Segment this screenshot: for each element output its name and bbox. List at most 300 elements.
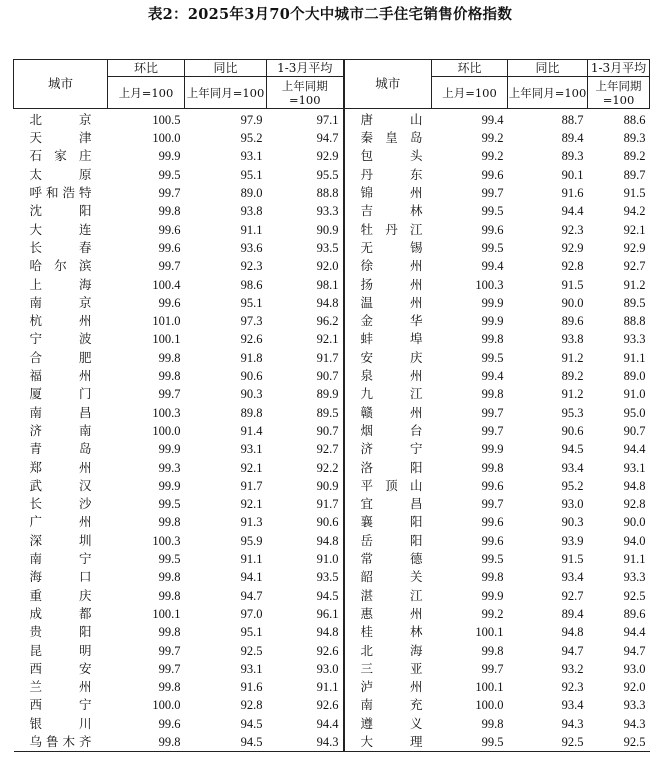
avg-value-left: 97.1 [316,112,339,127]
avg-value-left: 92.6 [316,643,339,658]
header-mom-left: 环比 [108,60,185,77]
city-name-text: 韶 关 [360,569,423,585]
avg-value-right: 89.3 [623,131,646,146]
mom-value-left: 99.8 [158,515,181,530]
yoy-value-left: 94.7 [240,588,263,603]
avg-value-right: 89.6 [623,606,646,621]
yoy-value-right: 93.9 [561,533,584,548]
city-name-text: 兰 州 [29,679,92,695]
table-row [14,184,650,202]
mom-value-right: 99.7 [481,405,504,420]
header-city-right: 城市 [344,60,432,109]
avg-value-left: 90.9 [316,222,339,237]
city-name-right [344,550,432,568]
table-row [14,623,650,641]
city-name-text: 北 京 [29,111,92,127]
table-row [14,148,650,166]
city-name-left [14,440,108,458]
city-name-left [14,312,108,330]
mom-value-right: 99.9 [481,295,504,310]
avg-value-right: 94.2 [623,204,646,219]
mom-value-left: 99.6 [158,240,181,255]
header-avg-right: 1-3月平均 [588,60,650,77]
yoy-value-right: 93.4 [561,570,584,585]
table-row [14,568,650,586]
city-name-left [14,129,108,147]
city-name-text: 乌 鲁 木 齐 [29,733,92,749]
mom-value-left: 99.6 [158,295,181,310]
yoy-value-right: 89.6 [561,314,584,329]
mom-value-left: 99.7 [158,259,181,274]
mom-value-left: 99.7 [158,661,181,676]
mom-value-right: 99.8 [481,460,504,475]
header-avg-base-left: 上年同期=100 [267,77,344,109]
city-name-text: 洛 阳 [360,459,423,475]
header-yoy-left: 同比 [185,60,267,77]
table-row [14,129,650,147]
city-name-text: 西 宁 [29,697,92,713]
yoy-value-left: 89.0 [240,186,263,201]
avg-value-right: 91.0 [623,387,646,402]
yoy-value-left: 91.6 [240,680,263,695]
city-name-text: 厦 门 [29,386,92,402]
table-row [14,587,650,605]
city-name-left [14,514,108,532]
avg-value-right: 90.7 [623,423,646,438]
mom-value-right: 99.8 [481,570,504,585]
table-row [14,331,650,349]
city-name-text: 海 口 [29,569,92,585]
yoy-value-right: 88.7 [561,112,584,127]
city-name-right [344,148,432,166]
yoy-value-right: 95.3 [561,405,584,420]
city-name-left [14,477,108,495]
city-name-left [14,367,108,385]
yoy-value-left: 93.8 [240,204,263,219]
city-name-right [344,440,432,458]
table-row [14,109,650,130]
city-name-text: 烟 台 [360,422,423,438]
yoy-value-left: 90.3 [240,387,263,402]
yoy-value-right: 89.3 [561,149,584,164]
city-name-text: 济 宁 [360,441,423,457]
avg-value-right: 91.1 [623,350,646,365]
city-name-text: 哈 尔 滨 [29,258,92,274]
city-name-left [14,294,108,312]
mom-value-right: 100.1 [475,680,504,695]
city-name-left [14,331,108,349]
mom-value-right: 99.2 [481,606,504,621]
city-name-text: 包 头 [360,148,423,164]
city-name-text: 秦 皇 岛 [360,130,423,146]
avg-value-right: 94.4 [623,625,646,640]
yoy-value-left: 89.8 [240,405,263,420]
yoy-value-left: 90.6 [240,369,263,384]
city-name-text: 泉 州 [360,368,423,384]
mom-value-left: 99.8 [158,588,181,603]
mom-value-left: 99.8 [158,369,181,384]
yoy-value-right: 91.2 [561,387,584,402]
mom-value-left: 99.6 [158,716,181,731]
yoy-value-left: 91.3 [240,515,263,530]
city-name-right [344,477,432,495]
yoy-value-right: 92.9 [561,240,584,255]
city-name-right [344,459,432,477]
yoy-value-right: 91.2 [561,350,584,365]
avg-value-left: 92.7 [316,442,339,457]
mom-value-left: 100.5 [152,112,181,127]
city-name-text: 成 都 [29,605,92,621]
mom-value-right: 99.7 [481,186,504,201]
city-name-text: 常 德 [360,551,423,567]
city-name-right [344,642,432,660]
header-mom-base-left: 上月=100 [108,77,185,109]
city-name-right [344,331,432,349]
city-name-right [344,257,432,275]
yoy-value-right: 89.2 [561,369,584,384]
city-name-right [344,202,432,220]
table-row [14,202,650,220]
table-row [14,221,650,239]
mom-value-left: 100.0 [152,423,181,438]
city-name-right [344,715,432,733]
yoy-value-left: 93.1 [240,149,263,164]
avg-value-left: 93.3 [316,204,339,219]
mom-value-right: 99.6 [481,533,504,548]
table-row [14,312,650,330]
city-name-text: 大 连 [29,221,92,237]
city-name-text: 西 安 [29,660,92,676]
table-row [14,404,650,422]
table-row [14,642,650,660]
table-row [14,166,650,184]
city-name-text: 天 津 [29,130,92,146]
yoy-value-left: 92.8 [240,698,263,713]
city-name-right [344,239,432,257]
city-name-right [344,587,432,605]
avg-value-right: 90.0 [623,515,646,530]
yoy-value-right: 90.0 [561,295,584,310]
avg-value-right: 94.7 [623,643,646,658]
mom-value-left: 100.3 [152,405,181,420]
city-name-left [14,495,108,513]
avg-value-right: 91.1 [623,552,646,567]
city-name-text: 昆 明 [29,642,92,658]
table-row [14,276,650,294]
mom-value-right: 99.6 [481,167,504,182]
mom-value-right: 99.8 [481,387,504,402]
city-name-right [344,294,432,312]
table-row [14,257,650,275]
avg-value-left: 92.1 [316,332,339,347]
yoy-value-right: 92.5 [561,734,584,749]
avg-value-left: 88.8 [316,186,339,201]
yoy-value-left: 91.7 [240,478,263,493]
yoy-value-left: 92.5 [240,643,263,658]
avg-value-right: 94.4 [623,442,646,457]
yoy-value-right: 92.3 [561,222,584,237]
avg-value-left: 94.7 [316,131,339,146]
avg-value-left: 96.1 [316,606,339,621]
mom-value-right: 99.5 [481,734,504,749]
mom-value-right: 99.5 [481,240,504,255]
yoy-value-right: 91.5 [561,552,584,567]
city-name-left [14,568,108,586]
city-name-left [14,404,108,422]
avg-value-right: 89.5 [623,295,646,310]
table-row [14,532,650,550]
avg-value-right: 89.7 [623,167,646,182]
city-name-right [344,404,432,422]
mom-value-right: 100.0 [475,698,504,713]
mom-value-right: 99.2 [481,131,504,146]
table-row [14,660,650,678]
table-row [14,349,650,367]
mom-value-left: 99.6 [158,222,181,237]
city-name-text: 蚌 埠 [360,331,423,347]
city-name-right [344,109,432,130]
avg-value-right: 92.5 [623,588,646,603]
yoy-value-right: 92.8 [561,259,584,274]
avg-value-left: 94.4 [316,716,339,731]
avg-value-right: 93.3 [623,332,646,347]
avg-value-left: 94.3 [316,734,339,749]
mom-value-right: 99.6 [481,478,504,493]
city-name-text: 岳 阳 [360,532,423,548]
city-name-right [344,422,432,440]
yoy-value-right: 93.8 [561,332,584,347]
avg-value-right: 92.1 [623,222,646,237]
yoy-value-left: 97.9 [240,112,263,127]
yoy-value-right: 92.3 [561,680,584,695]
avg-value-left: 92.9 [316,149,339,164]
city-name-text: 郑 州 [29,459,92,475]
avg-value-left: 94.8 [316,295,339,310]
city-name-left [14,349,108,367]
table-row [14,495,650,513]
mom-value-right: 99.9 [481,314,504,329]
avg-value-right: 93.1 [623,460,646,475]
city-name-text: 贵 阳 [29,624,92,640]
yoy-value-right: 94.8 [561,625,584,640]
mom-value-left: 99.5 [158,167,181,182]
mom-value-right: 99.7 [481,661,504,676]
avg-value-left: 90.7 [316,369,339,384]
table-row [14,678,650,696]
avg-value-right: 94.0 [623,533,646,548]
header-yoy-right: 同比 [508,60,588,77]
city-name-text: 青 岛 [29,441,92,457]
yoy-value-right: 89.4 [561,606,584,621]
city-name-text: 金 华 [360,313,423,329]
yoy-value-right: 93.0 [561,497,584,512]
city-name-text: 温 州 [360,294,423,310]
header-mom-right: 环比 [432,60,508,77]
city-name-right [344,276,432,294]
avg-value-right: 89.2 [623,149,646,164]
city-name-right [344,514,432,532]
mom-value-left: 100.4 [152,277,181,292]
mom-value-left: 100.0 [152,131,181,146]
header-avg-base-right: 上年同期=100 [588,77,650,109]
avg-value-left: 90.6 [316,515,339,530]
avg-value-left: 93.5 [316,240,339,255]
yoy-value-left: 93.1 [240,442,263,457]
mom-value-left: 99.8 [158,350,181,365]
mom-value-right: 100.1 [475,625,504,640]
mom-value-right: 99.2 [481,149,504,164]
mom-value-right: 99.7 [481,497,504,512]
mom-value-left: 100.1 [152,606,181,621]
city-name-text: 平 顶 山 [360,477,423,493]
city-name-text: 上 海 [29,276,92,292]
yoy-value-right: 90.6 [561,423,584,438]
city-name-text: 深 圳 [29,532,92,548]
yoy-value-right: 93.4 [561,698,584,713]
avg-value-left: 92.2 [316,460,339,475]
yoy-value-right: 94.7 [561,643,584,658]
yoy-value-left: 95.1 [240,167,263,182]
city-name-left [14,605,108,623]
city-name-text: 石 家 庄 [29,148,92,164]
yoy-value-left: 95.1 [240,625,263,640]
mom-value-left: 99.9 [158,149,181,164]
yoy-value-left: 94.5 [240,716,263,731]
yoy-value-left: 91.1 [240,552,263,567]
city-name-right [344,568,432,586]
city-name-text: 广 州 [29,514,92,530]
avg-value-right: 91.2 [623,277,646,292]
avg-value-right: 92.0 [623,680,646,695]
city-name-text: 桂 林 [360,624,423,640]
mom-value-left: 99.5 [158,497,181,512]
city-name-text: 太 原 [29,166,92,182]
mom-value-left: 100.1 [152,332,181,347]
avg-value-right: 93.3 [623,698,646,713]
city-name-text: 武 汉 [29,477,92,493]
yoy-value-right: 93.4 [561,460,584,475]
city-name-text: 吉 林 [360,203,423,219]
city-name-right [344,166,432,184]
yoy-value-left: 92.6 [240,332,263,347]
mom-value-left: 99.5 [158,552,181,567]
avg-value-right: 92.9 [623,240,646,255]
city-name-left [14,532,108,550]
yoy-value-left: 97.3 [240,314,263,329]
city-name-left [14,697,108,715]
avg-value-left: 93.0 [316,661,339,676]
yoy-value-left: 91.8 [240,350,263,365]
table-row [14,385,650,403]
yoy-value-right: 94.4 [561,204,584,219]
city-name-text: 宁 波 [29,331,92,347]
city-name-text: 唐 山 [360,111,423,127]
city-name-text: 赣 州 [360,404,423,420]
city-name-right [344,129,432,147]
yoy-value-left: 98.6 [240,277,263,292]
yoy-value-left: 93.1 [240,661,263,676]
city-name-right [344,660,432,678]
yoy-value-right: 89.4 [561,131,584,146]
city-name-text: 重 庆 [29,587,92,603]
city-name-text: 锦 州 [360,185,423,201]
avg-value-right: 92.7 [623,259,646,274]
mom-value-right: 99.6 [481,515,504,530]
city-name-text: 九 江 [360,386,423,402]
city-name-left [14,257,108,275]
city-name-right [344,733,432,752]
city-name-text: 福 州 [29,368,92,384]
city-name-text: 无 锡 [360,239,423,255]
yoy-value-left: 95.1 [240,295,263,310]
mom-value-left: 99.9 [158,442,181,457]
yoy-value-left: 97.0 [240,606,263,621]
avg-value-left: 93.5 [316,570,339,585]
table-title: 表2：2025年3月70个大中城市二手住宅销售价格指数 [147,6,513,23]
avg-value-left: 91.0 [316,552,339,567]
city-name-left [14,550,108,568]
table-row [14,477,650,495]
city-name-text: 湛 江 [360,587,423,603]
mom-value-left: 101.0 [152,314,181,329]
city-name-text: 南 昌 [29,404,92,420]
yoy-value-left: 91.4 [240,423,263,438]
avg-value-right: 94.3 [623,716,646,731]
city-name-right [344,312,432,330]
avg-value-left: 98.1 [316,277,339,292]
yoy-value-right: 90.1 [561,167,584,182]
yoy-value-right: 94.3 [561,716,584,731]
city-name-right [344,605,432,623]
avg-value-left: 91.7 [316,497,339,512]
table-row [14,697,650,715]
mom-value-right: 99.5 [481,552,504,567]
city-name-text: 北 海 [360,642,423,658]
city-name-text: 宜 昌 [360,496,423,512]
city-name-right [344,532,432,550]
mom-value-left: 99.8 [158,734,181,749]
table-row [14,605,650,623]
avg-value-left: 90.7 [316,423,339,438]
yoy-value-left: 94.5 [240,734,263,749]
city-name-left [14,385,108,403]
avg-value-left: 94.8 [316,625,339,640]
avg-value-right: 95.0 [623,405,646,420]
table-row [14,459,650,477]
mom-value-right: 99.8 [481,332,504,347]
table-row [14,733,650,752]
table-row [14,422,650,440]
city-name-left [14,623,108,641]
yoy-value-right: 90.3 [561,515,584,530]
avg-value-left: 89.5 [316,405,339,420]
table-row [14,514,650,532]
city-name-text: 银 川 [29,715,92,731]
city-name-left [14,715,108,733]
city-name-text: 南 京 [29,294,92,310]
avg-value-right: 88.8 [623,314,646,329]
city-name-right [344,678,432,696]
city-name-text: 丹 东 [360,166,423,182]
city-name-left [14,678,108,696]
mom-value-left: 99.8 [158,625,181,640]
mom-value-right: 99.9 [481,442,504,457]
avg-value-right: 91.5 [623,186,646,201]
city-name-left [14,166,108,184]
city-name-text: 济 南 [29,422,92,438]
yoy-value-left: 92.1 [240,460,263,475]
avg-value-left: 94.8 [316,533,339,548]
